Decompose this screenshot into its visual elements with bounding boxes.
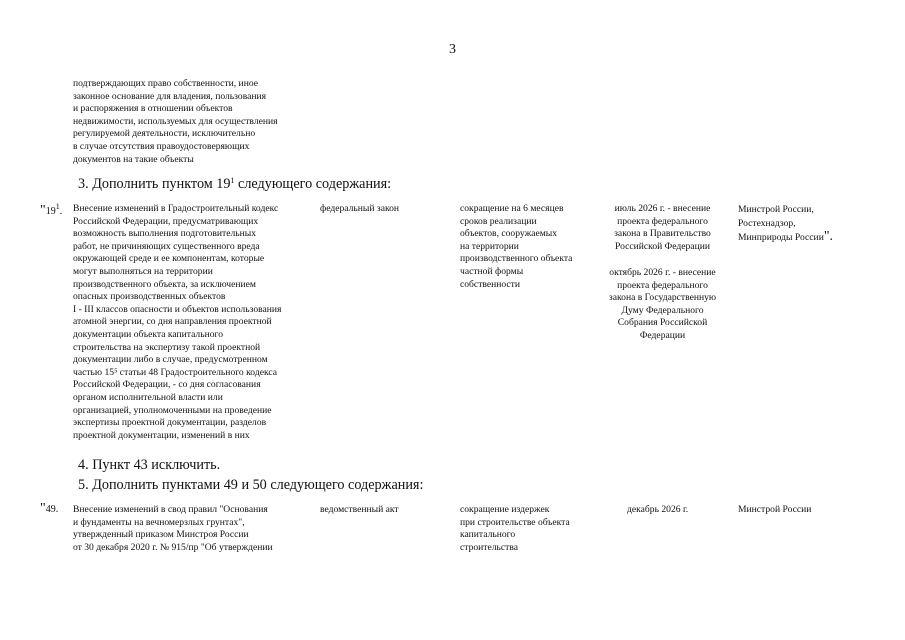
result-line: капитального	[460, 529, 516, 541]
deadline-line: закона в Правительство	[614, 228, 711, 240]
row-19-1-act-type: федеральный закон	[320, 203, 400, 214]
deadline-line: июль 2026 г. - внесение	[614, 203, 711, 214]
description-line: и фундаменты на вечномерзлых грунтах",	[73, 516, 245, 528]
row-49-result	[460, 504, 570, 554]
intro-line: и распоряжения в отношении объектов	[73, 103, 233, 115]
page-number: 3	[449, 42, 456, 57]
closing-quote: ".	[823, 229, 834, 244]
row-49-deadline: декабрь 2026 г.	[627, 504, 689, 515]
row-num: 19	[45, 206, 56, 217]
heading-item-3	[78, 176, 391, 193]
deadline-line: Российской Федерации	[615, 240, 710, 252]
row-49-act-type: ведомственный акт	[320, 504, 399, 515]
result-line: производственного объекта	[460, 253, 573, 265]
deadline-line: Думу Федерального	[621, 304, 704, 316]
description-line: Российской Федерации, предусматривающих	[73, 215, 259, 227]
row-19-1-responsible	[738, 203, 833, 245]
description-line: I - III классов опасности и объектов использования	[73, 303, 282, 315]
responsible-line: Минприроды России	[738, 232, 824, 243]
row-19-1-deadline-1	[595, 203, 730, 253]
deadline-line: Собрания Российской	[617, 317, 708, 329]
description-line: Внесение изменений в Градостроительный кодекс	[73, 203, 279, 214]
result-line: сокращение на 6 месяцев	[460, 203, 564, 214]
row-19-1-description	[73, 203, 281, 442]
intro-text	[73, 78, 278, 166]
result-line: собственности	[460, 278, 521, 290]
description-line: экспертизы проектной документации, разделов	[73, 417, 267, 429]
description-line: строительства на экспертизу такой проектной	[73, 341, 261, 353]
deadline-line: проекта федерального	[617, 279, 708, 291]
intro-line: в случае отсутствия правоудостоверяющих	[73, 140, 250, 152]
opening-quote: "	[40, 203, 46, 218]
row-num: 49.	[45, 504, 59, 515]
responsible-line: Минстрой России,	[738, 204, 814, 215]
responsible-line: Ростехнадзор,	[738, 217, 796, 229]
result-line: частной формы	[460, 265, 524, 277]
row-49-number	[40, 501, 58, 517]
description-line: документации объекта капитального	[73, 328, 224, 340]
row-num-sup: 1	[55, 202, 60, 211]
result-line: объектов, сооружаемых	[460, 228, 558, 240]
deadline-line: октябрь 2026 г. - внесение	[609, 267, 716, 278]
deadline-line: Федерации	[639, 329, 686, 341]
description-line: могут выполняться на территории	[73, 265, 213, 277]
description-line: документации либо в случае, предусмотренном	[73, 354, 268, 366]
deadline-line: проекта федерального	[617, 215, 708, 227]
description-line: органом исполнительной власти или	[73, 391, 223, 403]
description-line: проектной документации, изменений в них	[73, 429, 250, 441]
description-line: частью 15⁵ статьи 48 Градостроительного кодекса	[73, 366, 278, 378]
result-line: строительства	[460, 541, 519, 553]
row-19-1-number	[40, 202, 62, 219]
description-line: окружающей среде и ее компонентам, которые	[73, 253, 265, 265]
heading-item-5: 5. Дополнить пунктами 49 и 50 следующего содержания:	[78, 477, 424, 493]
description-line: возможность выполнения подготовительных	[73, 228, 257, 240]
intro-line: документов на такие объекты	[73, 153, 194, 165]
result-line: на территории	[460, 240, 519, 252]
heading-3-sup: 1	[230, 176, 235, 185]
row-19-1-deadline-2	[595, 267, 730, 343]
description-line: Внесение изменений в свод правил "Основания	[73, 504, 268, 515]
deadline-line: закона в Государственную	[608, 292, 717, 304]
description-line: Российской Федерации, - со дня согласования	[73, 379, 261, 391]
result-line: сокращение издержек	[460, 504, 550, 515]
intro-line: законное основание для владения, пользования	[73, 90, 267, 102]
description-line: от 30 декабря 2020 г. № 915/пр "Об утверждении	[73, 541, 273, 553]
row-49-description	[73, 504, 273, 554]
intro-line: подтверждающих право собственности, иное	[73, 78, 259, 89]
result-line: сроков реализации	[460, 215, 537, 227]
row-19-1-result	[460, 203, 572, 291]
description-line: опасных производственных объектов	[73, 291, 226, 303]
description-line: атомной энергии, со дня направления проектной	[73, 316, 272, 328]
heading-item-4: 4. Пункт 43 исключить.	[78, 457, 221, 473]
opening-quote: "	[40, 501, 46, 516]
description-line: организацией, уполномоченными на проведение	[73, 404, 272, 416]
heading-3-text: 3. Дополнить пунктом 19	[78, 176, 231, 192]
row-49-responsible: Минстрой России	[738, 504, 812, 515]
description-line: работ, не причиняющих существенного вреда	[73, 240, 260, 252]
result-line: при строительстве объекта	[460, 516, 570, 528]
intro-line: регулируемой деятельности, исключительно	[73, 128, 256, 140]
intro-line: недвижимости, используемых для осуществления	[73, 115, 278, 127]
heading-3-text-after: следующего содержания:	[234, 176, 392, 192]
description-line: производственного объекта, за исключением	[73, 278, 256, 290]
row-num-dot: .	[59, 206, 63, 217]
description-line: утвержденный приказом Минстроя России	[73, 529, 249, 541]
